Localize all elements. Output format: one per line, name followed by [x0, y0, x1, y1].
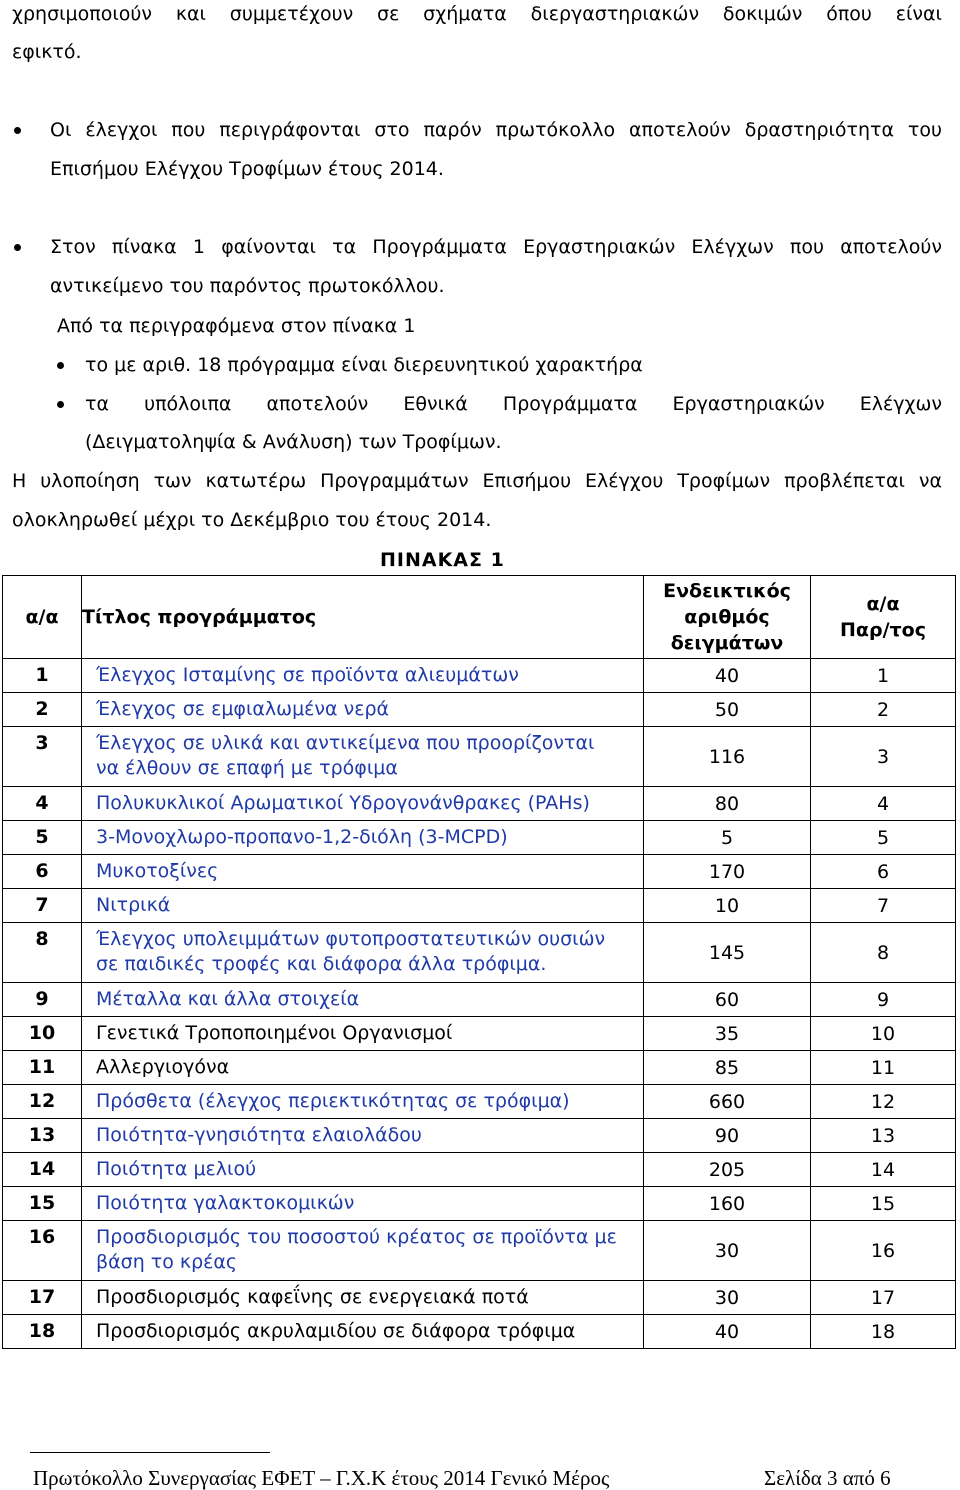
bullet-icon [57, 401, 64, 408]
sample-count: 660 [644, 1085, 811, 1119]
header-count: Ενδεικτικός αριθμός δειγμάτων [644, 576, 811, 659]
row-number: 6 [3, 855, 82, 889]
table-row [3, 855, 956, 889]
row-number: 15 [3, 1187, 82, 1221]
sample-count: 90 [644, 1119, 811, 1153]
program-ref: 15 [811, 1187, 956, 1221]
program-ref: 9 [811, 983, 956, 1017]
bullet-1-line-1: Οι έλεγχοι που περιγράφονται στο παρόν πρωτόκολλο αποτελούν δραστηριότητα του [50, 119, 942, 141]
program-ref: 1 [811, 659, 956, 693]
program-title: 3-Μονοχλωρο-προπανο-1,2-διόλη (3-MCPD) [82, 821, 644, 855]
program-ref: 7 [811, 889, 956, 923]
intro-line-2: εφικτό. [12, 41, 82, 63]
program-title: Ποιότητα-γνησιότητα ελαιολάδου [82, 1119, 644, 1153]
bullet-2-line-1: Στον πίνακα 1 φαίνονται τα Προγράμματα Εργαστηριακών Ελέγχων που αποτελούν [50, 236, 942, 258]
intro-line-1: χρησιμοποιούν και συμμετέχουν σε σχήματα διεργαστηριακών δοκιμών όπου είναι [12, 3, 942, 25]
program-ref: 4 [811, 787, 956, 821]
program-ref: 8 [811, 923, 956, 983]
program-ref: 16 [811, 1221, 956, 1281]
bullet-1-line-2: Επισήμου Ελέγχου Τροφίμων έτους 2014. [50, 158, 444, 180]
program-ref: 12 [811, 1085, 956, 1119]
footer-rule [30, 1452, 270, 1453]
table-row [3, 821, 956, 855]
row-number: 3 [3, 727, 82, 787]
table-row [3, 983, 956, 1017]
program-title: Έλεγχος σε υλικά και αντικείμενα που προορίζονται να έλθουν σε επαφή με τρόφιμα [82, 727, 644, 787]
program-title: Προσδιορισμός καφεΐνης σε ενεργειακά ποτά [82, 1281, 644, 1315]
program-title: Προσδιορισμός ακρυλαμιδίου σε διάφορα τρόφιμα [82, 1315, 644, 1349]
sample-count: 50 [644, 693, 811, 727]
paragraph-line-2: ολοκληρωθεί μέχρι το Δεκέμβριο του έτους 2014. [12, 509, 492, 531]
table-row [3, 787, 956, 821]
table-title: ΠΙΝΑΚΑΣ 1 [380, 549, 505, 571]
program-ref: 11 [811, 1051, 956, 1085]
row-number: 17 [3, 1281, 82, 1315]
program-ref: 2 [811, 693, 956, 727]
program-title: Μέταλλα και άλλα στοιχεία [82, 983, 644, 1017]
sub-bullet-2-line-2: (Δειγματοληψία & Ανάλυση) των Τροφίμων. [85, 431, 502, 453]
program-title: Γενετικά Τροποποιημένοι Οργανισμοί [82, 1017, 644, 1051]
program-ref: 14 [811, 1153, 956, 1187]
sample-count: 160 [644, 1187, 811, 1221]
program-ref: 10 [811, 1017, 956, 1051]
table-row [3, 659, 956, 693]
footer-page-number: Σελίδα 3 από 6 [764, 1466, 891, 1490]
sample-count: 85 [644, 1051, 811, 1085]
sample-count: 145 [644, 923, 811, 983]
row-number: 5 [3, 821, 82, 855]
bullet-2-line-2: αντικείμενο του παρόντος πρωτοκόλλου. [50, 275, 445, 297]
row-number: 16 [3, 1221, 82, 1281]
row-number: 7 [3, 889, 82, 923]
table-row [3, 923, 956, 983]
table-header-row [3, 576, 956, 659]
footer-left: Πρωτόκολλο Συνεργασίας ΕΦΕΤ – Γ.Χ.Κ έτους 2014 Γενικό Μέρος [33, 1466, 610, 1490]
row-number: 4 [3, 787, 82, 821]
program-title: Αλλεργιογόνα [82, 1051, 644, 1085]
sample-count: 60 [644, 983, 811, 1017]
sample-count: 30 [644, 1221, 811, 1281]
bullet-icon [57, 362, 64, 369]
table-row [3, 727, 956, 787]
program-title: Πολυκυκλικοί Αρωματικοί Υδρογονάνθρακες (PAHs) [82, 787, 644, 821]
sample-count: 116 [644, 727, 811, 787]
program-ref: 17 [811, 1281, 956, 1315]
sample-count: 30 [644, 1281, 811, 1315]
row-number: 14 [3, 1153, 82, 1187]
bullet-icon [14, 244, 21, 251]
row-number: 10 [3, 1017, 82, 1051]
table-row [3, 1221, 956, 1281]
table-row [3, 1017, 956, 1051]
table-row [3, 1119, 956, 1153]
program-title: Προσδιορισμός του ποσοστού κρέατος σε προϊόντα με βάση το κρέας [82, 1221, 644, 1281]
sub-bullet-2-line-1: τα υπόλοιπα αποτελούν Εθνικά Προγράμματα Εργαστηριακών Ελέγχων [85, 393, 942, 415]
sample-count: 205 [644, 1153, 811, 1187]
table-row [3, 1153, 956, 1187]
sample-count: 5 [644, 821, 811, 855]
header-title: Τίτλος προγράμματος [82, 576, 644, 659]
table-row [3, 1315, 956, 1349]
program-ref: 3 [811, 727, 956, 787]
header-num: α/α [3, 576, 82, 659]
table-row [3, 1085, 956, 1119]
program-title: Έλεγχος υπολειμμάτων φυτοπροστατευτικών ουσιών σε παιδικές τροφές και διάφορα άλλα τρόφιμα. [82, 923, 644, 983]
sub-bullet-1: το με αριθ. 18 πρόγραμμα είναι διερευνητικού χαρακτήρα [85, 354, 643, 376]
table-row [3, 1051, 956, 1085]
program-title: Πρόσθετα (έλεγχος περιεκτικότητας σε τρόφιμα) [82, 1085, 644, 1119]
row-number: 13 [3, 1119, 82, 1153]
sample-count: 40 [644, 659, 811, 693]
row-number: 2 [3, 693, 82, 727]
bullet-icon [14, 127, 21, 134]
program-title: Ποιότητα μελιού [82, 1153, 644, 1187]
sample-count: 10 [644, 889, 811, 923]
program-title: Έλεγχος σε εμφιαλωμένα νερά [82, 693, 644, 727]
programs-table [2, 575, 956, 1349]
sample-count: 170 [644, 855, 811, 889]
paragraph-line-1: Η υλοποίηση των κατωτέρω Προγραμμάτων Επισήμου Ελέγχου Τροφίμων προβλέπεται να [12, 470, 942, 492]
table-row [3, 1187, 956, 1221]
program-title: Ποιότητα γαλακτοκομικών [82, 1187, 644, 1221]
sample-count: 35 [644, 1017, 811, 1051]
table-row [3, 693, 956, 727]
table-row [3, 1281, 956, 1315]
row-number: 1 [3, 659, 82, 693]
row-number: 18 [3, 1315, 82, 1349]
header-ref: α/α Παρ/τος [811, 576, 956, 659]
table-row [3, 889, 956, 923]
program-ref: 18 [811, 1315, 956, 1349]
program-title: Έλεγχος Ισταμίνης σε προϊόντα αλιευμάτων [82, 659, 644, 693]
row-number: 8 [3, 923, 82, 983]
sub-heading: Από τα περιγραφόμενα στον πίνακα 1 [57, 315, 416, 337]
row-number: 11 [3, 1051, 82, 1085]
program-ref: 5 [811, 821, 956, 855]
program-title: Νιτρικά [82, 889, 644, 923]
sample-count: 40 [644, 1315, 811, 1349]
program-ref: 13 [811, 1119, 956, 1153]
row-number: 9 [3, 983, 82, 1017]
sample-count: 80 [644, 787, 811, 821]
program-ref: 6 [811, 855, 956, 889]
program-title: Μυκοτοξίνες [82, 855, 644, 889]
row-number: 12 [3, 1085, 82, 1119]
